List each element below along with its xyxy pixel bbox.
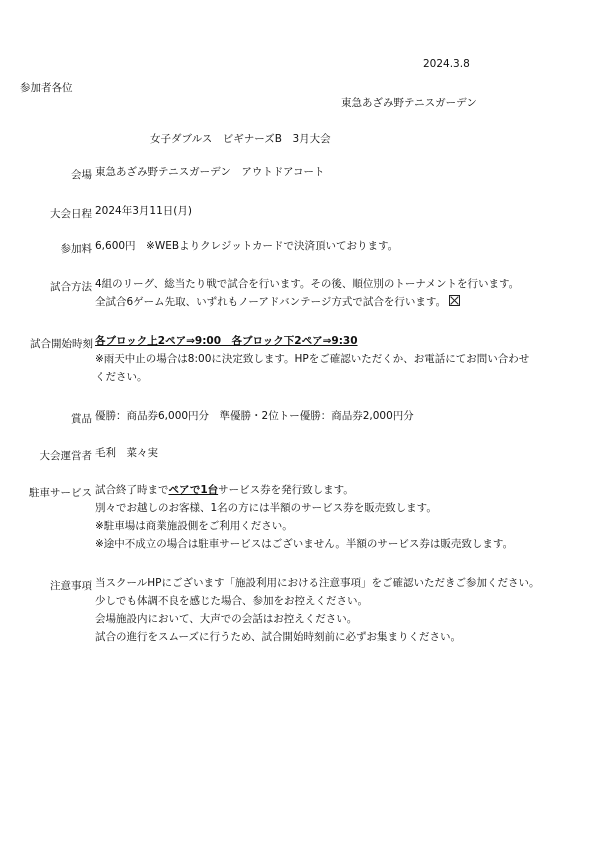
schedule-value: 2024年3月11日(月): [95, 205, 192, 217]
notes-label: 注意事項: [50, 580, 92, 592]
prizes-label: 賞品: [71, 413, 92, 425]
start-time-emphasis: 各ブロック上2ペア⇒9:00 各ブロック下2ペア⇒9:30: [95, 335, 358, 347]
notes-line: 試合の進行をスムーズに行うため、試合開始時刻前に必ずお集まりください。: [95, 631, 462, 643]
format-line-2: 全試合6ゲーム先取、いずれもノーアドバンテージ方式で試合を行います。: [95, 293, 519, 311]
prizes-value: 優勝：商品券6,000円分 準優勝・2位トー優勝：商品券2,000円分: [95, 410, 414, 422]
parking-line: ※駐車場は商業施設側をご利用ください。: [95, 520, 293, 532]
fee-label: 参加料: [60, 243, 92, 255]
parking-value: [95, 481, 513, 553]
parking-line: ※途中不成立の場合は駐車サービスはございません。半額のサービス券は販売致します。: [95, 538, 514, 550]
schedule-label: 大会日程: [50, 208, 92, 220]
recipients: 参加者各位: [20, 82, 73, 94]
organizer-label: 大会運営者: [39, 450, 92, 462]
format-value: [95, 275, 519, 311]
checkbox-x-icon: [449, 295, 460, 306]
start-time-note-line: ※雨天中止の場合は8:00に決定致します。HPをご確認いただくか、お電話にてお問い合わせ: [95, 353, 530, 365]
parking-line-1: 試合終了時までペアで1台サービス券を発行致します。: [95, 484, 354, 496]
fee-value: 6,600円 ※WEBよりクレジットカードで決済頂いております。: [95, 240, 399, 252]
document-date: 2024.3.8: [423, 58, 470, 70]
venue-label: 会場: [71, 169, 92, 181]
venue-value: 東急あざみ野テニスガーデン アウトドアコート: [95, 166, 325, 178]
start-time-value: [95, 332, 529, 386]
sender-name: 東急あざみ野テニスガーデン: [341, 97, 477, 109]
notes-value: [95, 574, 540, 646]
organizer-value: 毛利 菜々実: [95, 447, 158, 459]
parking-emphasis: ペアで1台: [168, 484, 219, 496]
notes-line: 少しでも体調不良を感じた場合、参加をお控えください。: [95, 595, 368, 607]
format-line: 4組のリーグ、総当たり戦で試合を行います。その後、順位別のトーナメントを行います。: [95, 278, 520, 290]
event-title: 女子ダブルス ビギナーズB 3月大会: [150, 133, 331, 145]
format-label: 試合方法: [50, 281, 92, 293]
parking-label: 駐車サービス: [29, 487, 92, 499]
start-time-label: 試合開始時刻: [30, 338, 93, 350]
notes-line: 当スクールHPにございます「施設利用における注意事項」をご確認いただきご参加ください。: [95, 577, 540, 589]
parking-line: 別々でお越しのお客様、1名の方には半額のサービス券を販売致します。: [95, 502, 437, 514]
notes-line: 会場施設内において、大声での会話はお控えください。: [95, 613, 358, 625]
start-time-note-line: ください。: [95, 371, 148, 383]
